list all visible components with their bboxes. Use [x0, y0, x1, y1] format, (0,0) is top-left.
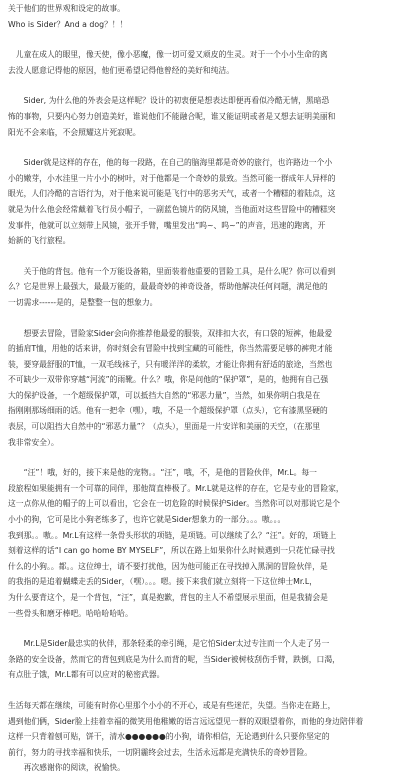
text-line: 前行，努力的寻找幸福和快乐，一切阴霾终会过去，生活永远都是充满快乐的奇妙冒险。: [8, 747, 313, 757]
text-line: 小小的狗，它可是比小狗老练多了，也许它就是Sider想象力的一部分。。。嗷。。。: [8, 515, 286, 525]
text-line: 就是为什么他会经常戴着飞行员小帽子，一副蓝色镜片的防风镜，当他面对这些冒险中的糟糕突: [8, 204, 336, 214]
text-line: 遇到他们俩，Sider脸上挂着幸福的微笑用他稚嫩的语言远远望见一群的双眼望着你，而他的身边陪伴着: [8, 716, 364, 726]
text-line: 发事件，他就可以立刻带上风镜，张开手臂，嘴里发出“呜~、呜~”的声音，迅速的跑离，开: [8, 220, 326, 230]
text-line: Sider, 为什么他的外表会是这样呢？设计的初衷便是想表达即便再看似冷酷无情，黑暗恐: [8, 96, 330, 106]
text-line: 为什么要背这个，是一个背包，“汪”，真是抱歉，背包的主人不希望展示里面，但是我猜会是: [8, 593, 328, 602]
text-line: 始新的飞行旅程。: [8, 236, 71, 246]
paragraph-children: [8, 47, 412, 78]
text-line: 这一点你从他的帽子的上可以看出，它会在一切危险的时候保护Sider。当然你可以对那说它是个: [8, 499, 340, 509]
paragraph-closing: [8, 698, 412, 776]
paragraph-gap: [8, 311, 412, 326]
text-line: 去没人愿意记得他的原因，他们更希望记得他曾经的美好和纯洁。: [8, 65, 235, 75]
text-line: 儿童在成人的眼里，像天使，像小恶魔，像一切可爱又顽皮的生灵。对于一个小小生命的离: [8, 50, 328, 60]
intro-line: 关于他们的世界观和设定的故事。: [8, 4, 125, 13]
text-line: 指刚刚那场细雨的话。他有一把伞（嘿），哦，不是一个超级保护罩（点头），它有漆黑坚硬的: [8, 406, 328, 416]
paragraph-backpack: [8, 264, 412, 311]
text-line: 表层，可以阻挡大自然中的“邪恶力量”？（点头），里面是一片安详和美丽的天空，（在那里: [8, 422, 321, 432]
text-line: 小的嫩芽，小水洼里一片小小的树叶，对于他都是一个奇妙的景致。当然可能一群成年人异样的: [8, 173, 336, 183]
text-line: 一切需求------是的，是整整一包的想象力。: [8, 297, 158, 307]
paragraph-sider-appearance: [8, 93, 412, 140]
text-line: Sider就是这样的存在，他的每一段路，在自己的脑海里都是奇妙的旅行，也许路边一个小: [8, 158, 333, 168]
text-line: 我非常安全）。: [8, 437, 59, 447]
paragraph-adventure-outfit: [8, 326, 412, 451]
intro-line: Who is Sider？And a dog？！！: [8, 19, 128, 29]
text-line: 有点肚子饿，Mr.L都有可以应对的秘密武器。: [8, 670, 165, 680]
text-line: 的插肩T恤，用他的话来讲，你时刻会有冒险中找到宝藏的可能性，你当然需要足够的裤兜才能: [8, 344, 333, 354]
text-line: 大的保护设备，一个超级保护罩，可以抵挡大自然的“邪恶力量”，当然，如果你明白我是在: [8, 390, 321, 400]
text-line: 什么的小狗。。都。。这位绅士，请不要打扰他，因为他可能正在寻找掉入黑洞的冒险伙伴，是: [8, 561, 328, 571]
text-line: 我到那。。嗷。。Mr.L有这样一条骨头形状的项链，是项链。可以继续了么？“汪”。好的，项链上: [8, 530, 337, 540]
text-line: 关于他的背包。他有一个万能设备箱，里面装着他重要的冒险工具，是什么呢？你可以看到: [8, 266, 336, 276]
paragraph-gap: [8, 32, 412, 47]
text-line: 么？它是世界上最强大，最最万能的，最最奇妙的神奇设备，帮助他解决任何问题，满足他的: [8, 282, 328, 292]
paragraph-gap: [8, 621, 412, 636]
paragraph-gap: [8, 78, 412, 93]
paragraph-loyal-partner: [8, 636, 412, 683]
text-line: 阳光不会来临，不会照耀这片死寂呢。: [8, 127, 141, 137]
text-line: 怖的事物，只要内心努力创造美好，谁说他们不能融合呢，谁又能证明或者是又想去证明美丽和: [8, 111, 336, 121]
paragraph-gap: [8, 249, 412, 264]
text-line: 想要去冒险，冒险家Sider会向你推荐他最爱的服装，双排扣大衣，有口袋的短裤，他最爱: [8, 328, 333, 338]
paragraph-gap: [8, 140, 412, 155]
text-line: 刻着这样的话“I can go home BY MYSELF”，所以在路上如果你什么时候遇到一只花忙碌寻找: [8, 546, 335, 556]
text-line: 生活每天都在继续，可能有时你心里那个小小的不开心，或是有些迷茫，失望。当你走在路上，: [8, 700, 336, 710]
text-line: 装，要穿最舒服的T恤，一双毛线袜子，只有暖洋洋的柔软，才能让你拥有舒适的旅途，当然也: [8, 359, 333, 369]
text-line: 这样一只背着刨可贴，饼干，清水●●●●●●的小狗，请你相信，无论遇到什么只要你坚定的: [8, 732, 330, 742]
text-line: 条路的安全设备，然而它的背包到底是为什么而背的呢，当Sider被树枝刮伤手臂，跌倒，口渴，: [8, 654, 340, 664]
text-line: 不可缺少一双带你穿越“河流”的雨靴。什么？哦，你是问他的“保护罩”，是的，他拥有自己强: [8, 375, 329, 385]
text-line: 段旅程如果能拥有一个可靠的同伴，那他简直棒极了。Mr.L就是这样的存在，它是专业的冒险家，: [8, 483, 344, 493]
paragraph-gap: [8, 450, 412, 465]
intro-block: [8, 1, 412, 32]
text-line: 的我指的是追着蝴蝶走丢的Sider，（嘿）。。。嗯。接下来我们就立刻将一下这位绅士Mr.L，: [8, 577, 317, 587]
paragraph-sider-journey: [8, 155, 412, 249]
paragraph-mr-l: [8, 465, 412, 621]
paragraph-gap: [8, 683, 412, 698]
text-line: Mr.L是Sider最忠实的伙伴，那条轻柔的牵引绳，是它怕Sider太过专注而一个人走了另一: [8, 639, 330, 649]
text-line: 眼光，人们冷酷的言语行为，对于他来说可能是飞行中的恶劣天气，或者一个糟糕的着陆点，这: [8, 189, 336, 199]
text-line: 一些骨头和磨牙棒吧。哈哈哈哈哈。: [8, 608, 133, 618]
thanks-line: 再次感谢你的阅读，祝愉快。: [8, 763, 125, 773]
text-line: “汪”！哦，好的，接下来是他的宠物。。“汪”，哦，不，是他的冒险伙伴，Mr.L。每一: [8, 468, 317, 478]
